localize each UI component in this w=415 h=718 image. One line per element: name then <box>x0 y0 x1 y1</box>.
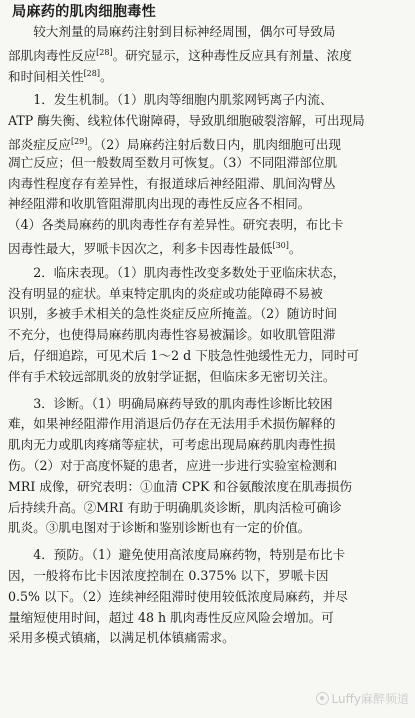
text-line <box>8 346 407 367</box>
text-line <box>8 498 407 519</box>
line-text: 后持续升高。②MRI 有助于明确肌炎诊断，肌肉活检可确诊 <box>8 499 342 515</box>
line-text: 因，一般将布比卡因浓度控制在 0.375% 以下，罗哌卡因 <box>8 567 329 583</box>
article-body <box>8 22 407 649</box>
line-text: 伴有手术较远部肌炎的放射学证据，但临床多无密切关注。 <box>8 368 336 384</box>
text-line <box>8 90 407 111</box>
line-text: 部肌肉毒性反应 <box>8 47 97 63</box>
text-line <box>8 111 407 132</box>
line-text-continued: 。研究显示，这种毒性反应具有剂量、浓度 <box>112 47 352 63</box>
section-heading: 局麻药的肌肉细胞毒性 <box>12 4 156 20</box>
line-text: 不充分，也使得局麻药肌肉毒性容易被漏诊。如收肌管阻滞 <box>8 327 336 343</box>
line-text-continued: 。（2）局麻药注射后数日内，肌肉细胞可出现 <box>87 136 341 152</box>
text-line <box>8 414 407 435</box>
line-text: 伤。（2）对于高度怀疑的患者，应进一步进行实验室检测和 <box>8 457 338 473</box>
line-text: 肌炎。③肌电图对于诊断和鉴别诊断也有一定的价值。 <box>8 520 311 536</box>
text-line <box>8 367 407 388</box>
line-text: 肌肉无力或肌肉疼痛等症状，可考虑出现局麻药肌肉毒性损 <box>8 437 336 453</box>
line-text: 1．发生机制。（1）肌肉等细胞内肌浆网钙离子内流、 <box>8 92 333 108</box>
line-text: 0.5% 以下。（2）连续神经阻滞时使用较低浓度局麻药，并尽 <box>8 588 348 604</box>
citation-ref: [28] <box>96 47 113 57</box>
line-text: 神经阻滞和收肌管阻滞肌肉出现的毒性反应各不相同。 <box>8 196 311 212</box>
text-line <box>8 43 407 64</box>
line-text: （4）各类局麻药的肌肉毒性存有差异性。研究表明，布比卡 <box>8 217 344 233</box>
text-line <box>8 64 407 85</box>
channel-watermark <box>316 690 409 707</box>
line-text: 没有明显的症状。单束特定肌肉的炎症或功能障碍不易被 <box>8 285 323 301</box>
text-line <box>8 215 407 236</box>
citation-ref: [29] <box>70 136 88 146</box>
line-text-continued: 。 <box>99 68 113 84</box>
text-line <box>8 174 407 195</box>
line-text: ATP 酶失衡、线粒体代谢障碍，导致肌细胞破裂溶解，可出现局 <box>8 113 365 129</box>
text-line <box>8 477 407 498</box>
line-text: 部炎症反应 <box>8 136 71 152</box>
line-text: 后，仔细追踪，可见术后 1～2 d 下肢急性弛缓性无力，同时可 <box>8 347 359 363</box>
text-line <box>8 132 407 153</box>
text-line <box>8 435 407 456</box>
line-text-continued: 。 <box>288 240 302 256</box>
line-text: 识别，多被手术相关的急性炎症反应所掩盖。（2）随访时间 <box>8 306 338 322</box>
wechat-logo-icon <box>316 692 329 705</box>
line-text: 凋亡反应；但一般数周至数月可恢复。（3）不同阻滞部位肌 <box>8 154 338 170</box>
text-line <box>8 545 407 566</box>
text-line <box>8 394 407 415</box>
text-line <box>8 284 407 305</box>
text-line <box>8 587 407 608</box>
text-line <box>8 566 407 587</box>
text-line <box>8 325 407 346</box>
text-line <box>8 22 407 43</box>
citation-ref: [28] <box>83 68 100 78</box>
line-text: 2．临床表现。（1）肌肉毒性改变多数处于亚临床状态， <box>8 264 346 280</box>
line-text: 因毒性最大，罗哌卡因次之，利多卡因毒性最低 <box>8 240 273 256</box>
text-line <box>8 628 407 649</box>
text-line <box>8 153 407 174</box>
citation-ref: [30] <box>272 240 289 250</box>
text-line <box>8 194 407 215</box>
text-line <box>8 304 407 325</box>
line-text: MRI 成像，研究表明：①血清 CPK 和谷氨酸浓度在肌毒损伤 <box>8 478 352 494</box>
line-text: 3．诊断。（1）明确局麻药导致的肌肉毒性诊断比较困 <box>8 395 333 411</box>
line-text: 难，如果神经阻滞作用消退后仍存在无法用手术损伤解释的 <box>8 416 336 432</box>
line-text: 4．预防。（1）避免使用高浓度局麻药物，特别是布比卡 <box>8 547 346 563</box>
text-line <box>8 236 407 257</box>
text-line <box>8 456 407 477</box>
watermark-text: Luffy麻醉频道 <box>331 692 409 706</box>
line-text: 和时间相关性 <box>8 68 84 84</box>
text-line <box>8 518 407 539</box>
line-text: 肉毒性程度存有差异性，有报道球后神经阻滞、肌间沟臂丛 <box>8 175 336 191</box>
line-text: 采用多模式镇痛，以满足机体镇痛需求。 <box>8 630 235 646</box>
text-line <box>8 608 407 629</box>
line-text: 量缩短使用时间，超过 48 h 肌肉毒性反应风险会增加。可 <box>8 609 334 625</box>
line-text: 较大剂量的局麻药注射到目标神经周围，偶尔可导致局 <box>8 24 336 39</box>
text-line <box>8 263 407 284</box>
